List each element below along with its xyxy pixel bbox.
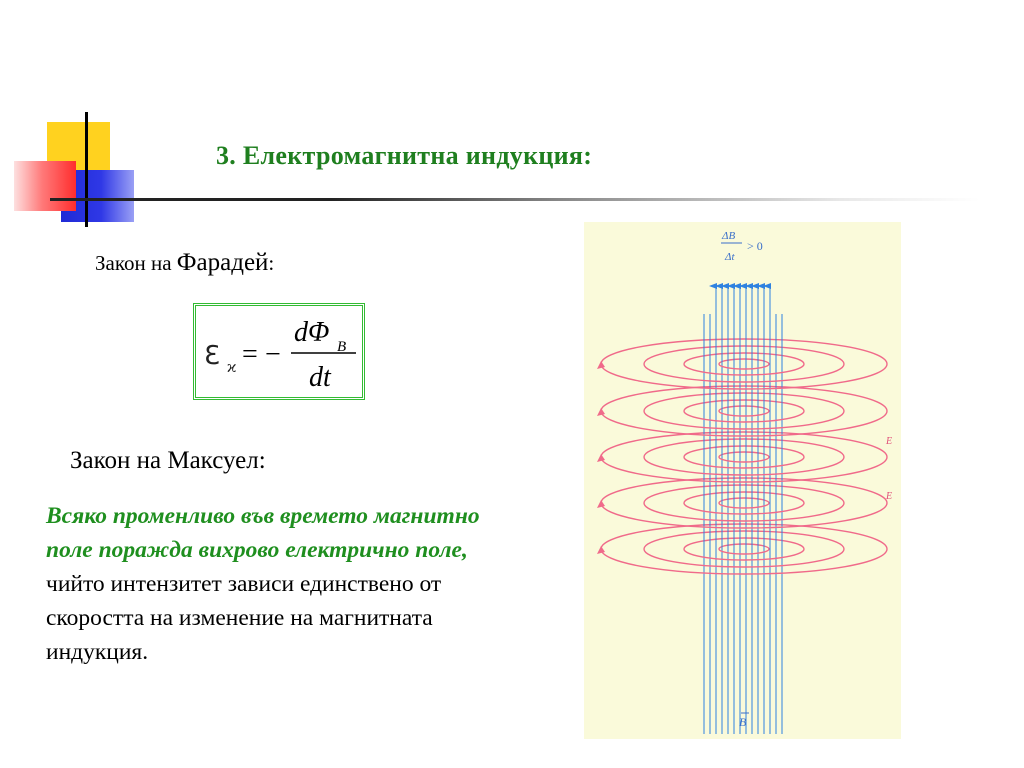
induction-illustration bbox=[584, 222, 901, 739]
e-field-label-upper: E bbox=[886, 436, 893, 447]
faraday-label-name: Фарадей bbox=[176, 249, 269, 276]
field-ring-back bbox=[719, 452, 769, 457]
numerator: dΦ bbox=[294, 317, 330, 348]
b-field-label: B bbox=[739, 715, 747, 729]
e-field-label-lower: E bbox=[886, 491, 893, 502]
minus-sign: − bbox=[265, 339, 281, 370]
numerator-subscript: B bbox=[337, 339, 347, 355]
rings-back bbox=[601, 339, 887, 549]
field-ring-front bbox=[644, 411, 844, 429]
field-ring-back bbox=[719, 359, 769, 364]
field-ring-front bbox=[644, 549, 844, 567]
delta-t-label: Δt bbox=[725, 251, 735, 263]
ring-arrowhead bbox=[597, 546, 605, 554]
field-ring-front bbox=[719, 503, 769, 508]
field-ring-front bbox=[719, 364, 769, 369]
decor-vertical-line bbox=[85, 112, 88, 227]
maxwell-law-label: Закон на Максуел: bbox=[70, 447, 266, 474]
faraday-law-label bbox=[95, 249, 274, 277]
ring-arrowhead bbox=[597, 408, 605, 416]
field-ring-back bbox=[644, 485, 844, 503]
field-ring-back bbox=[644, 439, 844, 457]
ring-arrowhead bbox=[597, 454, 605, 462]
field-ring-front bbox=[644, 503, 844, 521]
induction-diagram bbox=[584, 222, 901, 739]
equals-sign: = bbox=[242, 339, 258, 370]
field-ring-back bbox=[644, 531, 844, 549]
decor-red-square bbox=[14, 161, 76, 211]
field-ring-back bbox=[601, 339, 887, 364]
field-ring-front bbox=[719, 411, 769, 416]
field-ring-front bbox=[644, 364, 844, 382]
field-ring-back bbox=[719, 544, 769, 549]
maxwell-statement-rest: чийто интензитет зависи единствено от скоростта на изменение на магнитната индукция. bbox=[46, 571, 442, 665]
field-ring-front bbox=[644, 457, 844, 475]
faraday-formula-box bbox=[193, 303, 365, 400]
emf-subscript: ϰ bbox=[227, 358, 237, 376]
field-ring-back bbox=[644, 393, 844, 411]
faraday-label-suffix: : bbox=[268, 251, 275, 275]
faraday-label-prefix: Закон на bbox=[95, 251, 177, 275]
slide-title: 3. Електромагнитна индукция: bbox=[216, 141, 593, 170]
title-underline bbox=[50, 198, 980, 201]
ring-arrowhead bbox=[597, 361, 605, 369]
field-ring-back bbox=[719, 498, 769, 503]
maxwell-statement-highlight: Всяко променливо във времето магнитно поле поражда вихрово електрично поле, bbox=[46, 503, 480, 563]
ring-arrowhead bbox=[597, 500, 605, 508]
field-ring-back bbox=[719, 406, 769, 411]
field-ring-back bbox=[644, 346, 844, 364]
field-ring-front bbox=[719, 457, 769, 462]
faraday-formula bbox=[196, 306, 362, 397]
denominator: dt bbox=[309, 362, 331, 393]
delta-b-label: ΔB bbox=[722, 230, 736, 242]
greater-than-zero: > 0 bbox=[747, 239, 763, 253]
emf-symbol: ℇ bbox=[204, 341, 220, 371]
field-ring-front bbox=[719, 549, 769, 554]
field-ring-back bbox=[601, 386, 887, 411]
field-ring-front bbox=[601, 364, 887, 389]
maxwell-statement bbox=[46, 499, 516, 669]
field-ring-front bbox=[601, 549, 887, 574]
